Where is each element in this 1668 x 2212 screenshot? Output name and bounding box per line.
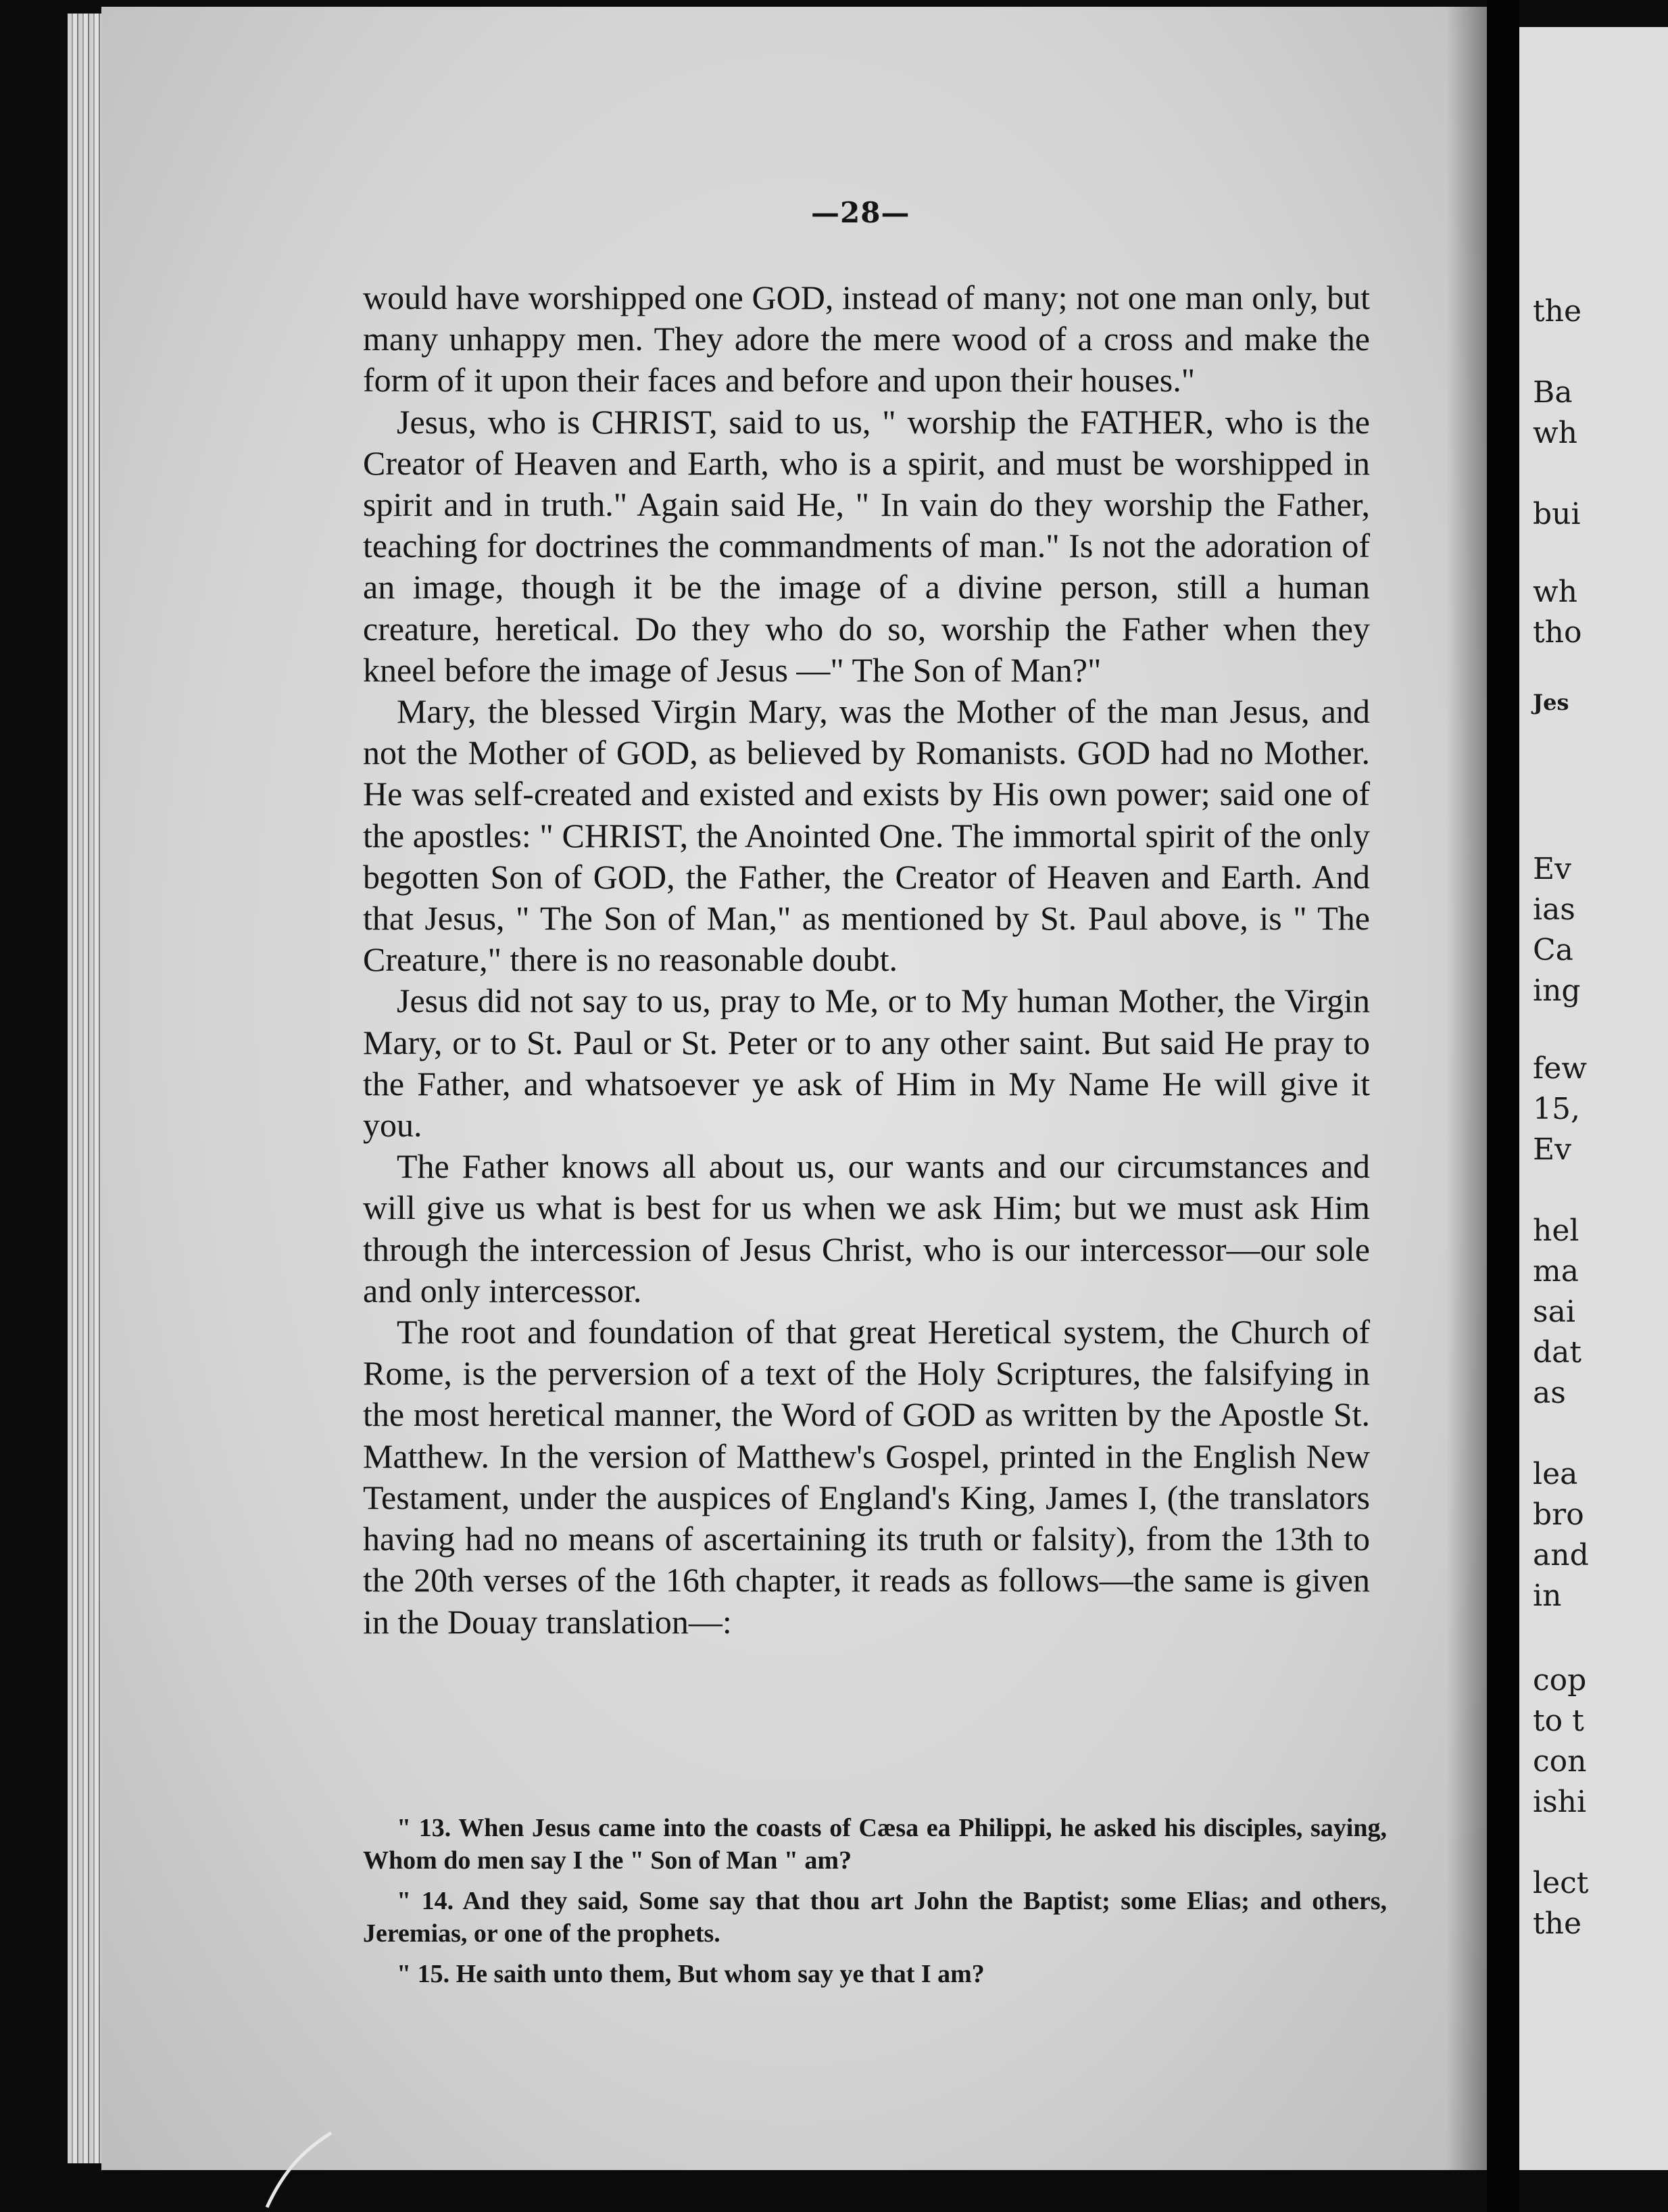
adjacent-fragment: few [1533,1051,1587,1086]
page-number: —28— [811,196,910,229]
adjacent-fragment: cop [1533,1663,1587,1698]
adjacent-fragment: lea [1533,1457,1578,1491]
scan-artifact-curl [257,2130,338,2211]
adjacent-fragment: hel [1533,1213,1579,1248]
adjacent-fragment: bui [1533,497,1581,531]
adjacent-fragment: the [1533,1906,1582,1941]
paragraph-6: The root and foundation of that great Heretical system, the Church of Rome, is the perversion of a text of the Holy Scriptures, the falsifying in the most heretical manner, the Word of GOD as written by the Apostle St. Matthew. In the version of Matthew's Gospel, printed in the English New Testament, under the auspices of England's King, James I, (the translators having had no means of ascertaining its truth or falsity), from the 13th to the 20th verses of the 16th chapter, it reads as follows—the same is given in the Douay translation—: [363,1313,1370,1641]
adjacent-fragment: as [1533,1376,1566,1410]
adjacent-fragment: ias [1533,892,1575,927]
adjacent-fragment: sai [1533,1295,1575,1329]
adjacent-fragment: con [1533,1744,1587,1779]
adjacent-fragment: dat [1533,1335,1582,1370]
paragraph-2: Jesus, who is CHRIST, said to us, " worship the FATHER, who is the Creator of Heaven and Earth, who is a spirit, and must be worshipped in spirit and in truth." Again said He, " In vain do they worship the Father, teaching for doctrines the commandments of man." Is not the adoration of an image, though it be the image of a divine person, still a human creature, heretical. Do they who do so, worship the Father when they kneel before the image of Jesus —" The Son of Man?" [363,402,1370,689]
paragraph-5: The Father knows all about us, our wants and our circumstances and will give us what is best for us when we ask Him; but we must ask Him through the intercession of Jesus Christ, who is our intercessor—our sole and only intercessor. [363,1147,1370,1309]
adjacent-fragment: Ca [1533,933,1573,967]
adjacent-fragment: wh [1533,416,1577,450]
adjacent-fragment: wh [1533,575,1577,609]
adjacent-fragment: the [1533,294,1582,329]
quote-verse-15: " 15. He saith unto them, But whom say ye that I am? [397,1960,985,1988]
adjacent-fragment: ing [1533,973,1581,1008]
adjacent-fragment: Ba [1533,375,1573,410]
adjacent-fragment: Ev [1533,1132,1571,1167]
adjacent-fragment: to t [1533,1704,1584,1738]
paragraph-3: Mary, the blessed Virgin Mary, was the Mother of the man Jesus, and not the Mother of GOD, as believed by Romanists. GOD had no Mother. He was self-created and existed and exists by His own power; said one of the apostles: " CHRIST, the Anointed One. The immortal spirit of the only begotten Son of GOD, the Father, the Creator of Heaven and Earth. And that Jesus, " The Son of Man," as mentioned by St. Paul above, is " The Creature," there is no reasonable doubt. [363,692,1370,979]
quote-verse-13: " 13. When Jesus came into the coasts of Cæsa ea Philippi, he asked his disciples, saying, Whom do men say I the " Son of Man " am? [363,1814,1387,1875]
adjacent-fragment: and [1533,1538,1589,1572]
adjacent-fragment: ishi [1533,1785,1587,1819]
paragraph-1: would have worshipped one GOD, instead of many; not one man only, but many unhappy men. They adore the mere wood of a cross and make the form of it upon their faces and before and upon their houses." [363,279,1370,400]
adjacent-fragment: bro [1533,1497,1584,1532]
page-shadow [1446,7,1487,2170]
adjacent-fragment: in [1533,1579,1562,1613]
adjacent-page [1519,27,1668,2170]
paragraph-4: Jesus did not say to us, pray to Me, or to My human Mother, the Virgin Mary, or to St. Paul or St. Peter or to any other saint. But said He pray to the Father, and whatsoever ye ask of Him in My Name He will give it you. [363,982,1370,1145]
adjacent-fragment: lect [1533,1866,1589,1900]
book-gutter [1487,0,1519,2212]
adjacent-fragment: Jes [1533,690,1569,715]
quote-verse-14: " 14. And they said, Some say that thou art John the Baptist; some Elias; and others, Jeremias, or one of the prophets. [363,1887,1387,1948]
adjacent-fragment: ma [1533,1254,1579,1289]
scripture-quotes [363,1812,1387,1998]
body-text [363,277,1370,1643]
adjacent-fragment: tho [1533,615,1582,650]
adjacent-fragment: 15, [1533,1092,1580,1126]
adjacent-fragment: Ev [1533,852,1571,886]
